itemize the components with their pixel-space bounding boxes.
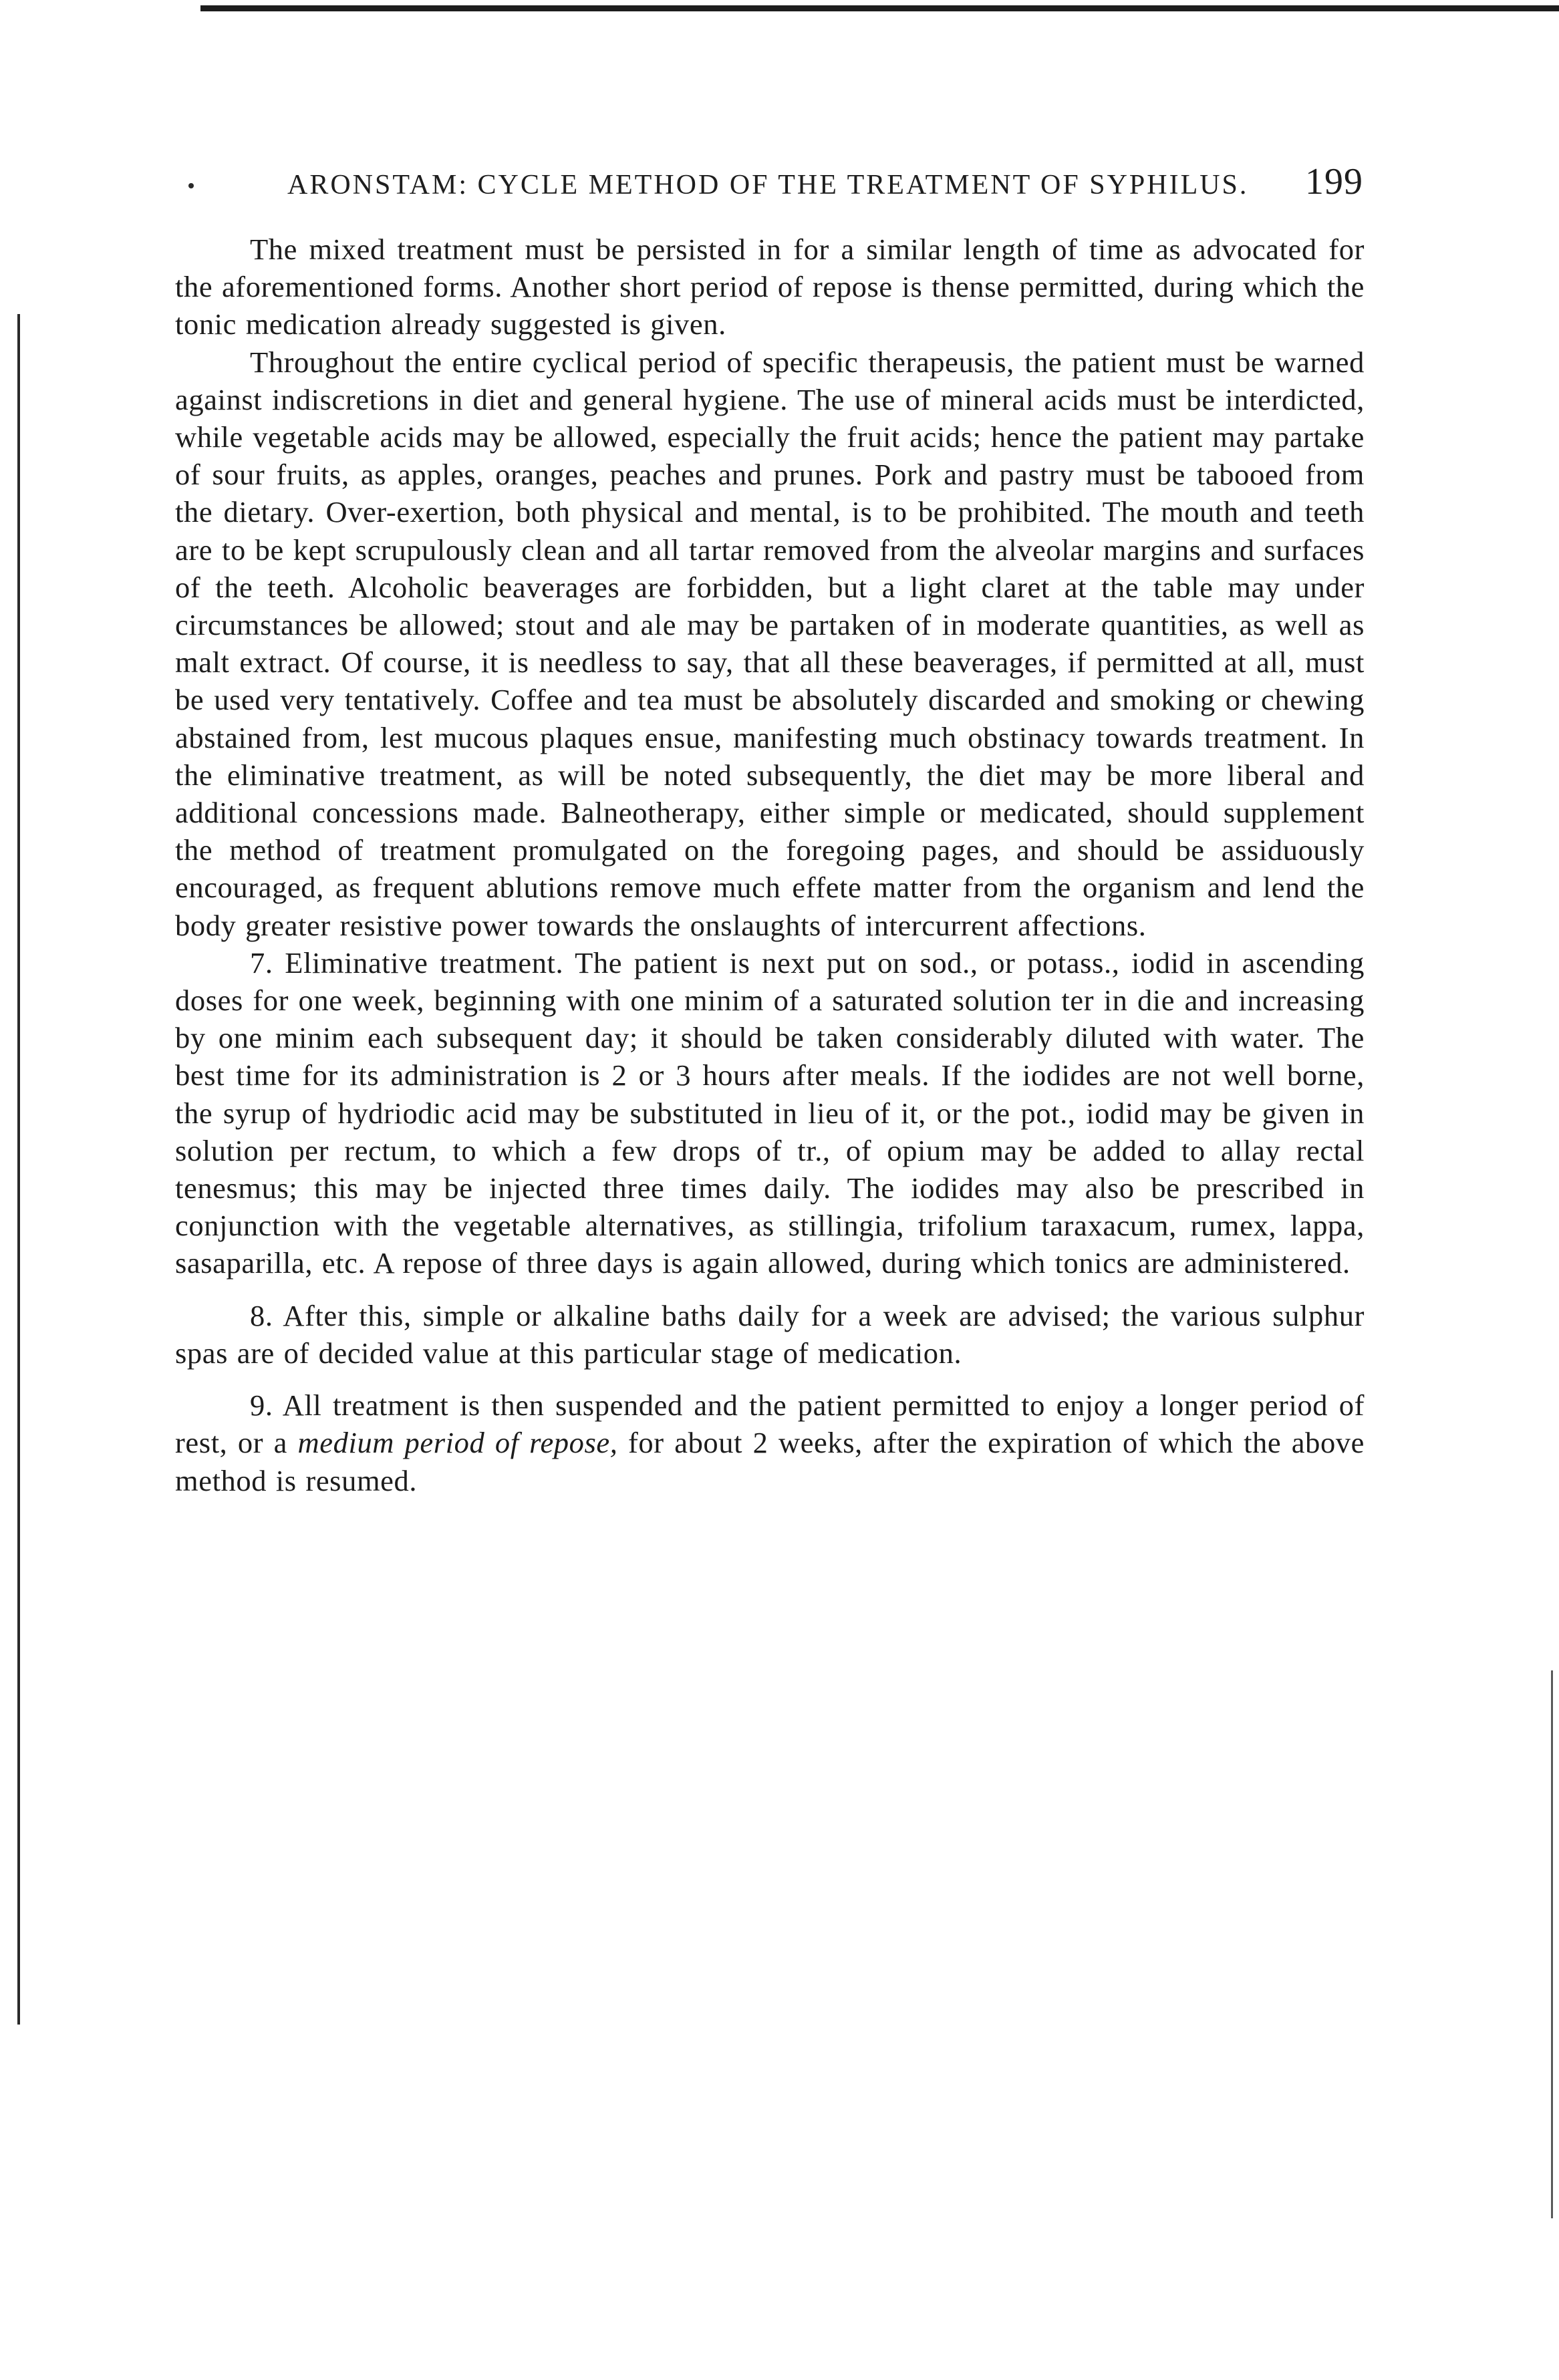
paragraph [175,343,1365,944]
scan-left-edge [17,314,20,2025]
text-run: 7. Eliminative treatment. The patient is next put on sod., or potass., iodid in ascending doses for one week, beginning with one minim of a saturated solution ter in die and increasing by one minim each subsequent day; it should be taken considerably diluted with water. The best time for its administration is 2 or 3 hours after meals. If the iodides are not well borne, the syrup of hydriodic acid may be substituted in lieu of it, or the pot., iodid may be given in solution per rectum, to which a few drops of tr., of opium may be added to allay rectal tenesmus; this may be injected three times daily. The iodides may also be prescribed in conjunction with the vegetable alternatives, as stillingia, trifolium taraxacum, rumex, lappa, sasaparilla, etc. A repose of three days is again allowed, during which tonics are administered. [175,945,1365,1280]
running-head: ARONSTAM: CYCLE METHOD OF THE TREATMENT OF SYPHILUS. [287,170,1249,200]
text-run: 9. All treatment is then suspended and the patient permitted to enjoy a longer period of rest, or a [175,1388,1365,1460]
paragraph [175,1386,1365,1499]
paragraph [175,944,1365,1282]
scan-right-edge [1551,1670,1553,2218]
margin-dot [188,183,194,188]
paragraph [175,1297,1365,1372]
page-header [287,160,1363,203]
scan-top-edge [200,5,1559,11]
text-run: 8. After this, simple or alkaline baths daily for a week are advised; the various sulphur spas are of decided value at this particular stage of medication. [175,1298,1365,1370]
text-run: The mixed treatment must be persisted in for a similar length of time as advocated for the aforementioned forms. Another short period of repose is thense permitted, during which the tonic medication already suggested is given. [175,233,1365,341]
page-number: 199 [1305,161,1363,202]
text-run: Throughout the entire cyclical period of specific therapeusis, the patient must be warned against indiscretions in diet and general hygiene. The use of mineral acids must be interdicted, while vegetable acids may be allowed, especially the fruit acids; hence the patient may partake of sour fruits, as apples, oranges, peaches and prunes. Pork and pastry must be tabooed from the dietary. Over-exertion, both physical and mental, is to be prohibited. The mouth and teeth are to be kept scrupulously clean and all tartar removed from the alveolar margins and surfaces of the teeth. Alcoholic beaverages are forbidden, but a light claret at the table may under circumstances be allowed; stout and ale may be partaken of in moderate quantities, as well as malt extract. Of course, it is needless to say, that all these beaverages, if permitted at all, must be used very tentatively. Coffee and tea must be absolutely discarded and smoking or chewing abstained from, lest mucous plaques ensue, manifesting much obstinacy towards treatment. In the eliminative treatment, as will be noted subsequently, the diet may be more liberal and additional concessions made. Balneotherapy, either simple or medicated, should supplement the method of treatment promulgated on the foregoing pages, and should be assiduously encouraged, as frequent ablutions remove much effete matter from the organism and lend the body greater resistive power towards the onslaughts of intercurrent affections. [175,345,1365,942]
italic-phrase: medium period of repose, [297,1426,618,1460]
body-text [175,231,1365,1499]
paragraph [175,231,1365,343]
text-run: for about 2 weeks, after the expiration of which the above method is resumed. [175,1426,1365,1497]
